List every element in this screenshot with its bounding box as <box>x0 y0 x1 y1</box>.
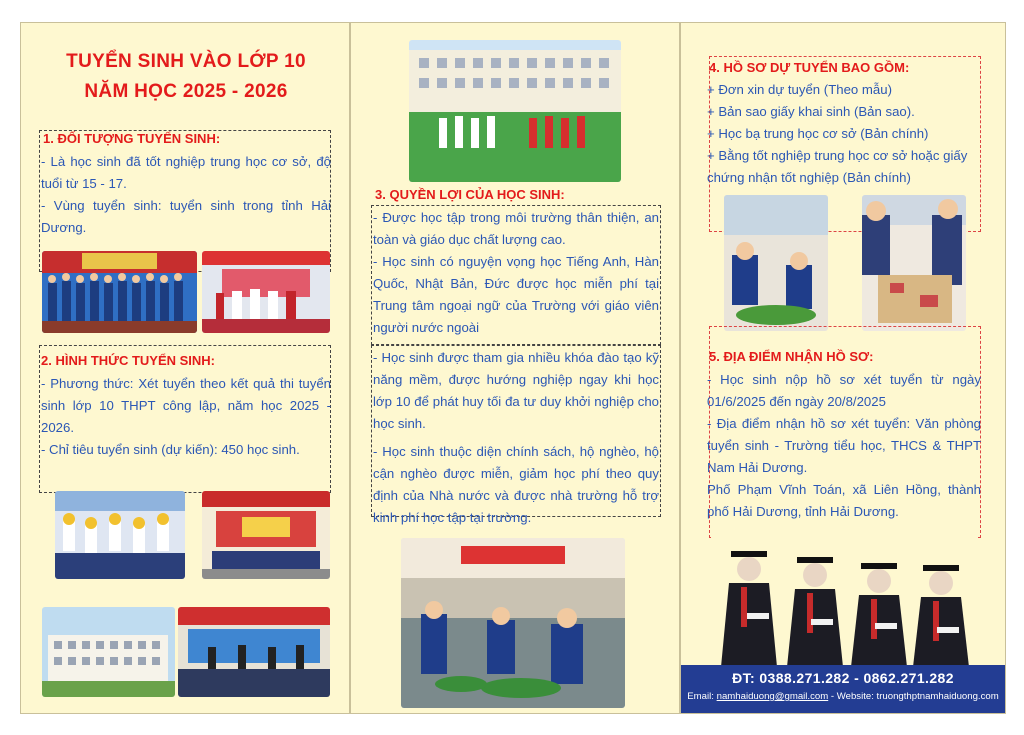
section3-paragraph4: - Học sinh thuộc diện chính sách, hộ nghèo, hộ cận nghèo được miễn, giảm học phí theo quy định của Nhà nước và được nhà trường hỗ trợ kinh phí học tập tại trường. <box>373 444 659 525</box>
document-item-2: + Bản sao giấy khai sinh (Bản sao). <box>707 104 915 119</box>
section5-paragraph2: - Địa điểm nhận hồ sơ xét tuyển: Văn phòng tuyển sinh - Trường tiểu học, THCS & THPT Nam Hải Dương. <box>707 416 981 475</box>
photo-performance-hall <box>178 607 330 697</box>
photo-school-event-stage <box>202 491 330 579</box>
photo-students-ceremony <box>42 251 197 333</box>
panel-middle <box>350 22 680 714</box>
section1-paragraph2: - Vùng tuyển sinh: tuyển sinh trong tỉnh Hải Dương. <box>41 198 331 235</box>
footer-phone: ĐT: 0388.271.282 - 0862.271.282 <box>732 670 954 686</box>
photo-students-table <box>862 195 966 331</box>
document-item-4: + Bằng tốt nghiệp trung học cơ sở hoặc giấy chứng nhận tốt nghiệp (Bản chính) <box>707 148 968 185</box>
footer-website[interactable]: - Website: truongthptnamhaiduong.com <box>828 691 999 702</box>
photo-stage-performance <box>202 251 330 333</box>
section5-paragraph3: Phố Phạm Vĩnh Toán, xã Liên Hồng, thành phố Hải Dương, tỉnh Hải Dương. <box>707 482 981 519</box>
document-item-3: + Học bạ trung học cơ sở (Bản chính) <box>707 126 929 141</box>
photo-graduates <box>711 523 977 667</box>
photo-football-team <box>409 40 621 182</box>
photo-students-crafting <box>724 195 828 331</box>
section3-paragraph1: - Được học tập trong môi trường thân thiện, an toàn và giáo dục chất lượng cao. <box>373 210 659 247</box>
section1-paragraph1: - Là học sinh đã tốt nghiệp trung học cơ sở, độ tuổi từ 15 - 17. <box>41 154 331 191</box>
brochure-title-line2: NĂM HỌC 2025 - 2026 <box>84 81 288 102</box>
photo-students-activity <box>401 538 625 708</box>
footer-email-link[interactable]: namhaiduong@gmail.com <box>716 691 829 702</box>
footer-email-label: Email: <box>687 691 717 702</box>
section3-paragraph3: - Học sinh được tham gia nhiều khóa đào tạo kỹ năng mềm, được hướng nghiệp ngay khi học lớp 10 để phát huy tối đa tư duy khởi nghiệp cho học sinh. <box>373 350 659 431</box>
section2-paragraph1: - Phương thức: Xét tuyển theo kết quả thi tuyển sinh lớp 10 THPT công lập, năm học 2025 - 2026. <box>41 376 331 435</box>
section2-paragraph2: - Chỉ tiêu tuyển sinh (dự kiến): 450 học sinh. <box>41 442 300 457</box>
section3-heading: 3. QUYỀN LỢI CỦA HỌC SINH: <box>375 187 565 202</box>
panel-left <box>20 22 350 714</box>
brochure-title-line1: TUYỂN SINH VÀO LỚP 10 <box>66 51 306 72</box>
section5-heading: 5. ĐỊA ĐIỂM NHẬN HỒ SƠ: <box>709 349 874 364</box>
section4-heading: 4. HỒ SƠ DỰ TUYỂN BAO GỒM: <box>709 60 910 75</box>
document-item-1: + Đơn xin dự tuyển (Theo mẫu) <box>707 82 892 97</box>
photo-school-building <box>42 607 175 697</box>
section1-heading: 1. ĐỐI TƯỢNG TUYỂN SINH: <box>43 131 221 146</box>
section2-heading: 2. HÌNH THỨC TUYỂN SINH: <box>41 353 216 368</box>
panel-right <box>680 22 1006 714</box>
section5-paragraph1: - Học sinh nộp hồ sơ xét tuyển từ ngày 01/6/2025 đến ngày 20/8/2025 <box>707 372 981 409</box>
section3-paragraph2: - Học sinh có nguyện vọng học Tiếng Anh, Hàn Quốc, Nhật Bản, Đức được học miễn phí tại Trung tâm ngoại ngữ của Trường với giáo viên người nước ngoài <box>373 254 659 335</box>
contact-footer <box>681 665 1005 713</box>
photo-students-assembly <box>55 491 185 579</box>
footer-contact-line <box>681 691 1005 702</box>
